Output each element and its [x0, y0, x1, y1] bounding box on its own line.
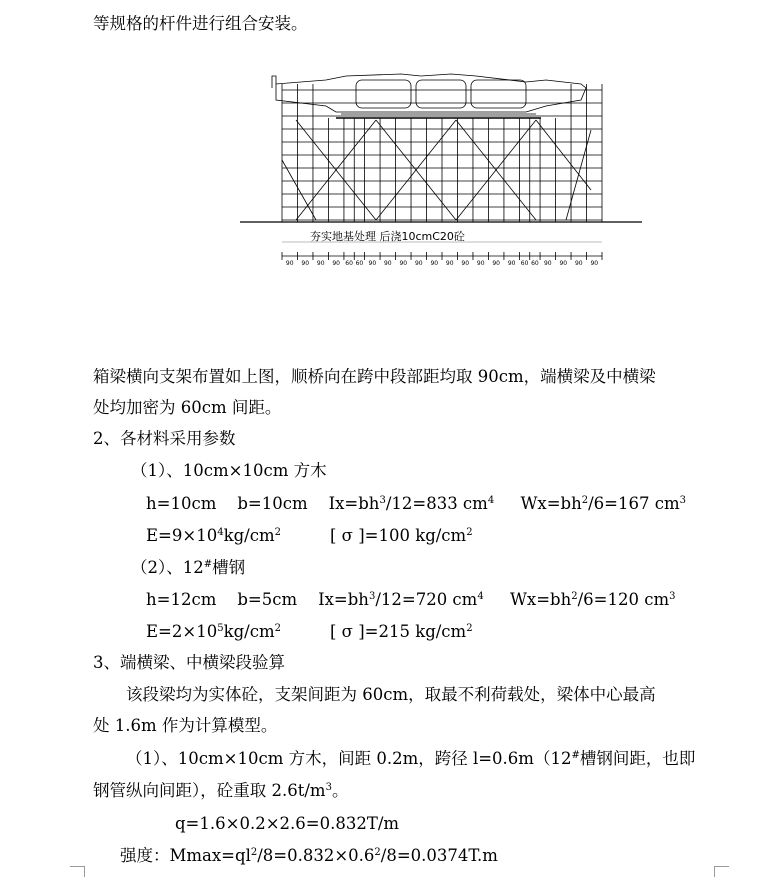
figure-caption: 夯实地基处理 后浇10cmC20砼 [310, 230, 465, 243]
dimension-label: 60 [345, 260, 353, 267]
dimension-label: 90 [383, 260, 392, 267]
dimension-label: 90 [559, 260, 568, 267]
dimension-label: 90 [445, 260, 454, 267]
dimension-label: 90 [368, 260, 377, 267]
dimension-label: 90 [574, 260, 583, 267]
item1-e: $E=9\times 10^4kg/cm^2$ [146, 526, 281, 545]
para3-line2: 钢管纵向间距），砼重取 $2.6t/m^3$。 [93, 781, 349, 800]
item1-h: h=10cm [146, 494, 217, 513]
formula-m-label: 强度： [120, 846, 170, 865]
item2-title: （2）、12#槽钢 [131, 558, 246, 577]
item2-b: b=5cm [237, 590, 298, 609]
item1-b: b=10cm [237, 494, 308, 513]
formula-q: q=1.6×0.2×2.6=0.832T/m [175, 814, 400, 833]
dimension-label: 90 [430, 260, 439, 267]
dimension-label: 90 [492, 260, 501, 267]
scaffold-cross-section-figure [236, 70, 646, 270]
dimension-label: 90 [543, 260, 552, 267]
crop-mark-bottom-right [714, 866, 729, 877]
scaffold-brace [566, 130, 591, 220]
dimension-line [282, 242, 602, 260]
dimension-label: 90 [590, 260, 599, 267]
para1-line1: 箱梁横向支架布置如上图，顺桥向在跨中段部距均取 90cm，端横梁及中横梁 [93, 367, 656, 386]
item2-params [146, 589, 675, 611]
dimension-label: 90 [332, 260, 341, 267]
dimension-label: 90 [476, 260, 485, 267]
para1-line2: 处均加密为 60cm 间距。 [93, 398, 282, 417]
box-girder-outline [272, 74, 586, 118]
formula-m: 强度：$Mmax=ql^2/8=0.832\times 0.6^2/8=0.0374T.m$ [120, 846, 498, 865]
item2-e: $E=2\times 10^5kg/cm^2$ [146, 622, 281, 641]
item2-h: h=12cm [146, 590, 217, 609]
crop-mark-bottom-left [70, 866, 85, 877]
heading-2: 2、各材料采用参数 [93, 429, 236, 448]
item2-wx: $Wx=bh^2/6=120$ $cm^3$ [509, 590, 676, 609]
item1-params [146, 493, 686, 515]
dimension-label: 90 [301, 260, 310, 267]
item2-ix: $Ix=bh^3/12=720$ $cm^4$ [318, 590, 484, 609]
para3-line1: （1）、10cm×10cm 方木，间距 0.2m，跨径 l=0.6m（12#槽钢间距，也即 [126, 749, 696, 768]
para2-line1: 该段梁均为实体砼，支架间距为 60cm，取最不利荷载处，梁体中心最高 [126, 685, 656, 704]
dimension-label: 60 [520, 260, 529, 267]
item1-title: （1）、10cm×10cm 方木 [131, 461, 327, 480]
dimension-label: 90 [399, 260, 408, 267]
dimension-label: 90 [461, 260, 470, 267]
item1-ix: $Ix=bh^3/12=833$ $cm^4$ [328, 494, 495, 513]
dimension-label: 60 [531, 260, 539, 267]
dimension-label: 90 [285, 260, 294, 267]
item1-wx: $Wx=bh^2/6=167$ $cm^3$ [520, 494, 686, 513]
item1-sigma: [ σ ]=100 $kg/cm^2$ [330, 526, 473, 545]
dimension-label: 90 [316, 260, 325, 267]
top-line: 等规格的杆件进行组合安装。 [93, 14, 308, 33]
item2-sigma: [ σ ]=215 $kg/cm^2$ [330, 622, 473, 641]
dimension-label: 90 [414, 260, 423, 267]
dimension-label: 90 [507, 260, 516, 267]
para2-line2: 处 1.6m 作为计算模型。 [93, 716, 278, 735]
heading-3: 3、端横梁、中横梁段验算 [93, 653, 285, 672]
scaffold-brace [282, 160, 316, 220]
dimension-label: 60 [355, 260, 364, 267]
